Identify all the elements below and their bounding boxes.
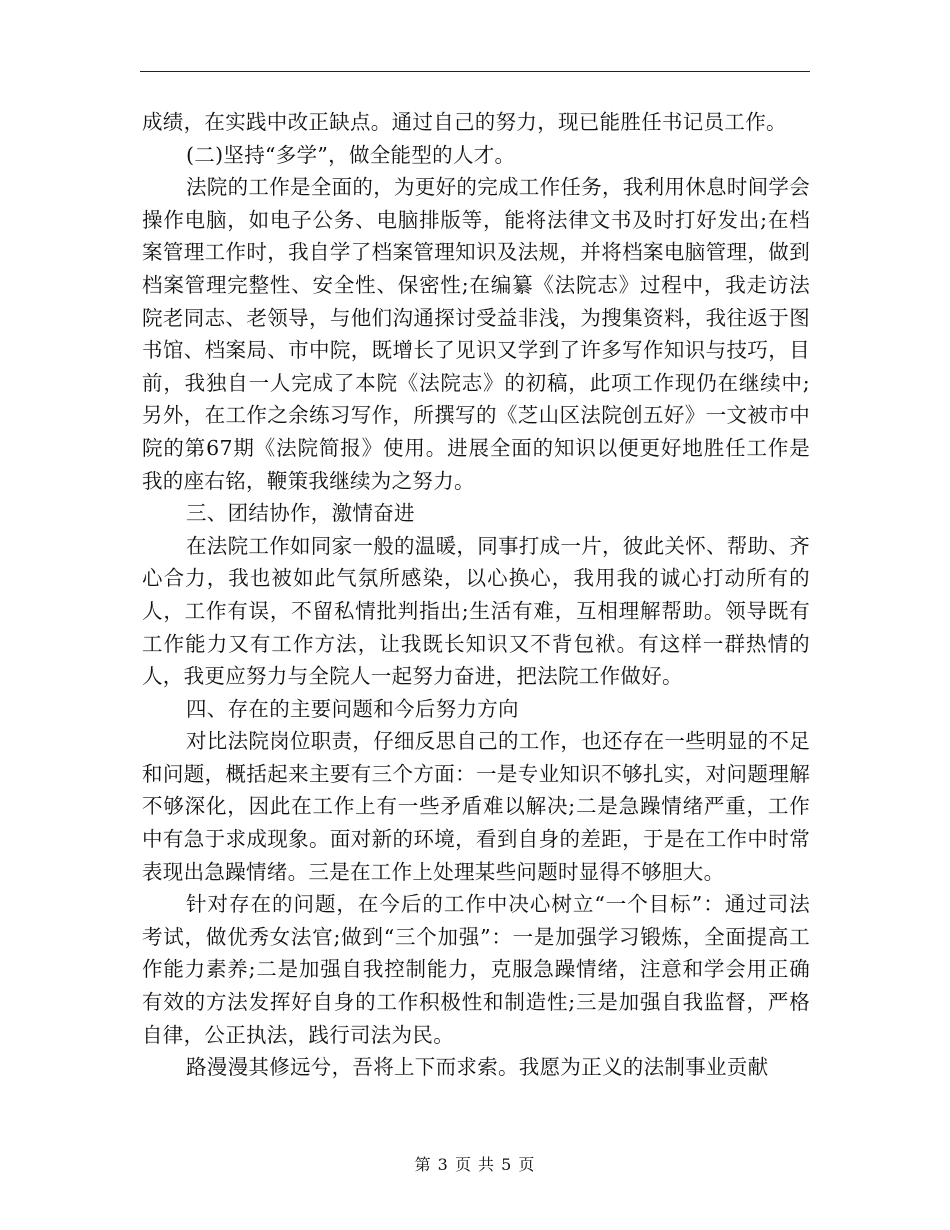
paragraph-plans: 针对存在的问题，在今后的工作中决心树立“一个目标”：通过司法考试，做优秀女法官;做到“三个加强”：一是加强学习锻炼，全面提高工作能力素养;二是加强自我控制能力，克服急躁情绪，注意和学会用正确有效的方法发挥好自身的工作积极性和制造性;三是加强自我监督，严格自律，公正执法，践行司法为民。 [142, 892, 810, 1047]
heading-section-three: 三、团结协作，激情奋进 [186, 501, 415, 526]
page-number: 第 3 页 共 5 页 [414, 1155, 536, 1174]
subheading-learn-more: (二)坚持“多学”，做全能型的人才。 [186, 142, 516, 167]
heading-section-four: 四、存在的主要问题和今后努力方向 [186, 696, 519, 721]
paragraph-learning: 法院的工作是全面的，为更好的完成工作任务，我利用休息时间学会操作电脑，如电子公务、电脑排版等，能将法律文书及时打好发出;在档案管理工作时，我自学了档案管理知识及法规，并将档案电脑管理，做到档案管理完整性、安全性、保密性;在编纂《法院志》过程中，我走访法院老同志、老领导，与他们沟通探讨受益非浅，为搜集资料，我往返于图书馆、档案局、市中院，既增长了见识又学到了许多写作知识与技巧，目前，我独自一人完成了本院《法院志》的初稿，此项工作现仍在继续中;另外，在工作之余练习写作，所撰写的《芝山区法院创五好》一文被市中院的第67期《法院简报》使用。进展全面的知识以便更好地胜任工作是我的座右铭，鞭策我继续为之努力。 [142, 175, 810, 493]
header-rule [140, 71, 810, 72]
document-body [142, 106, 810, 1084]
paragraph-teamwork: 在法院工作如同家一般的温暖，同事打成一片，彼此关怀、帮助、齐心合力，我也被如此气氛所感染，以心换心，我用我的诚心打动所有的人，工作有误，不留私情批判指出;生活有难，互相理解帮助。领导既有工作能力又有工作方法，让我既长知识又不背包袱。有这样一群热情的人，我更应努力与全院人一起努力奋进，把法院工作做好。 [142, 533, 810, 689]
paragraph-problems: 对比法院岗位职责，仔细反思自己的工作，也还存在一些明显的不足和问题，概括起来主要有三个方面：一是专业知识不够扎实，对问题理解不够深化，因此在工作上有一些矛盾难以解决;二是急躁情绪严重，工作中有急于求成现象。面对新的环境，看到自身的差距，于是在工作中时常表现出急躁情绪。三是在工作上处理某些问题时显得不够胆大。 [142, 729, 810, 884]
paragraph-closing: 路漫漫其修远兮，吾将上下而求索。我愿为正义的法制事业贡献 [186, 1055, 769, 1080]
paragraph-continuation: 成绩，在实践中改正缺点。通过自己的努力，现已能胜任书记员工作。 [142, 110, 787, 134]
